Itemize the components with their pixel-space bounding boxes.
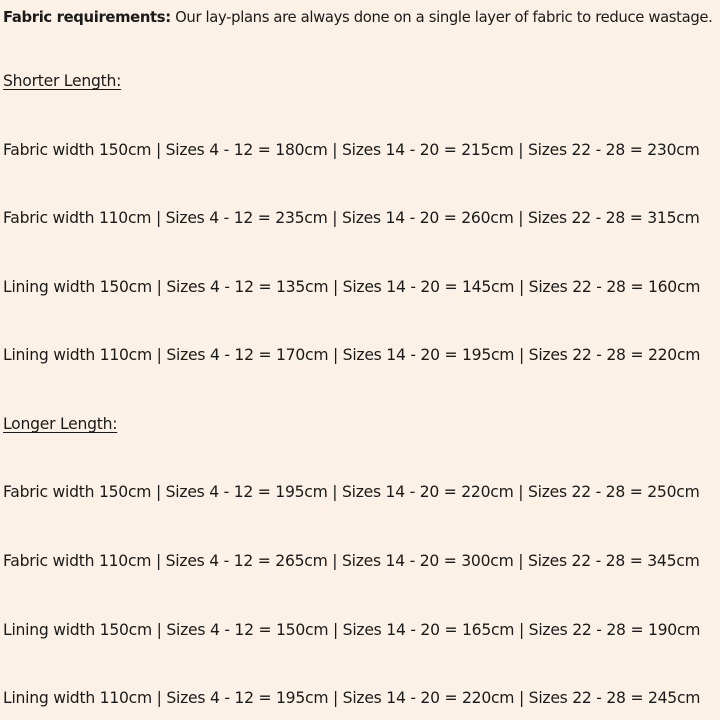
requirement-row: Fabric width 150cm | Sizes 4 - 12 = 195cm | Sizes 14 - 20 = 220cm | Sizes 22 - 28 = 250cm <box>3 483 700 501</box>
intro-text: Our lay-plans are always done on a single layer of fabric to reduce wastage. <box>170 9 713 26</box>
requirement-row: Lining width 110cm | Sizes 4 - 12 = 195cm | Sizes 14 - 20 = 220cm | Sizes 22 - 28 = 245cm <box>3 689 701 707</box>
requirement-row: Fabric width 110cm | Sizes 4 - 12 = 235cm | Sizes 14 - 20 = 260cm | Sizes 22 - 28 = 315cm <box>3 209 700 227</box>
requirement-row: Fabric width 150cm | Sizes 4 - 12 = 180cm | Sizes 14 - 20 = 215cm | Sizes 22 - 28 = 230cm <box>3 141 700 159</box>
requirement-row: Fabric width 110cm | Sizes 4 - 12 = 265cm | Sizes 14 - 20 = 300cm | Sizes 22 - 28 = 345cm <box>3 552 700 570</box>
requirement-row: Lining width 110cm | Sizes 4 - 12 = 170cm | Sizes 14 - 20 = 195cm | Sizes 22 - 28 = 220cm <box>3 346 701 364</box>
requirement-row: Lining width 150cm | Sizes 4 - 12 = 135cm | Sizes 14 - 20 = 145cm | Sizes 22 - 28 = 160cm <box>3 278 701 296</box>
intro-label: Fabric requirements: <box>3 9 171 26</box>
section-heading-shorter-length: Shorter Length: <box>3 72 122 90</box>
intro-paragraph <box>3 8 712 28</box>
requirement-row: Lining width 150cm | Sizes 4 - 12 = 150cm | Sizes 14 - 20 = 165cm | Sizes 22 - 28 = 190cm <box>3 621 701 639</box>
section-heading-longer-length: Longer Length: <box>3 415 118 433</box>
